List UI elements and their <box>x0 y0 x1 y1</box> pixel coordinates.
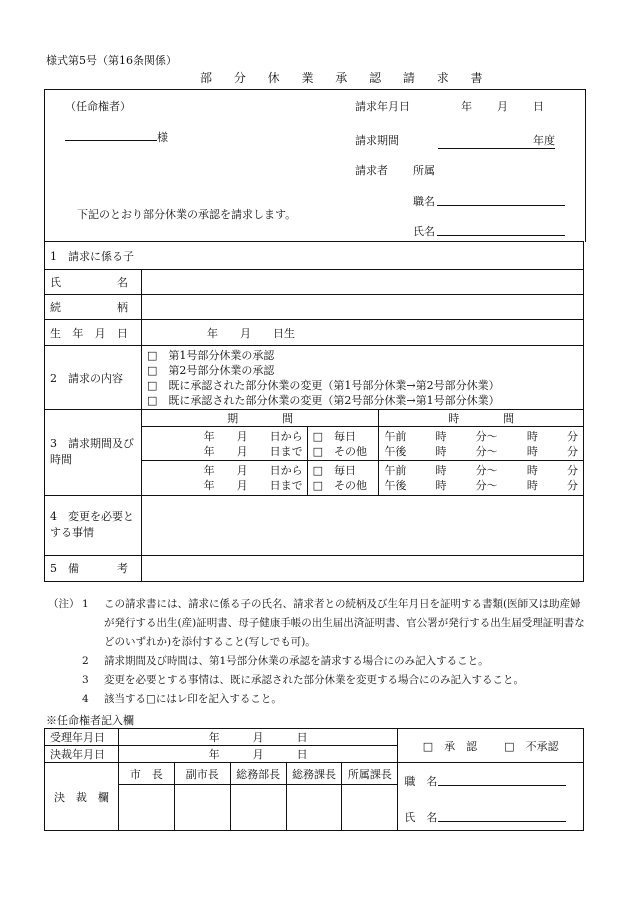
approver-position-label: 職 名 <box>404 775 438 788</box>
role-department-manager: 所属課長 <box>342 763 398 785</box>
position-field[interactable] <box>437 205 565 206</box>
option-type2[interactable]: □ 第2号部分休業の承認 <box>146 363 275 377</box>
role-mayor: 市 長 <box>118 763 174 785</box>
relationship-label: 続 柄 <box>45 295 142 320</box>
period-time-cell <box>141 410 583 496</box>
child-name-label: 氏 名 <box>45 270 142 295</box>
nendo-label: 年度 <box>533 134 555 147</box>
notes: （注） 1 この請求書には、請求に係る子の氏名、請求者との続柄及び生年月日を証明する書類(医師又は助産婦が発行する出生(産)証明書、母子健康手帳の出生届出済証明書、官公署が発行する出生届受理証明書などのいずれか)を添付すること(写しでも可)。 2 請求期間及び時間は、第1号部分休業の承認を請求する場合にのみ記入すること。 3 変更を必要とする事情は、既に承認された部分休業を変更する場合にのみ記入すること。 4 該当する□にはレ印を記入すること。 <box>48 595 588 709</box>
note-3: 変更を必要とする事情は、既に承認された部分休業を変更する場合にのみ記入すること。 <box>104 674 524 686</box>
period-row2[interactable]: 年 月 日から 年 月 日まで <box>142 461 307 495</box>
change-reason-field[interactable] <box>141 495 583 555</box>
request-content-label: 2 請求の内容 <box>45 346 142 410</box>
seal-mayor[interactable] <box>118 785 174 831</box>
notes-label: （注） <box>48 598 80 610</box>
sama-label: 様 <box>157 131 168 144</box>
remarks-field[interactable] <box>141 555 583 581</box>
period-row1[interactable]: 年 月 日から 年 月 日まで <box>142 427 307 461</box>
option-type1[interactable]: □ 第1号部分休業の承認 <box>146 348 275 362</box>
note-2: 請求期間及び時間は、第1号部分休業の承認を請求する場合にのみ記入すること。 <box>104 655 489 667</box>
form-number: 様式第5号（第16条関係） <box>46 54 177 67</box>
main-table <box>44 241 584 582</box>
time-row1[interactable]: 午前 時 分～ 時 分 午後 時 分～ 時 分 <box>379 427 583 461</box>
child-name-field[interactable] <box>141 270 583 295</box>
decision-column-label: 決 裁 欄 <box>45 763 119 831</box>
request-day: 日 <box>533 100 544 113</box>
role-deputy-mayor: 副市長 <box>174 763 230 785</box>
affiliation-label: 所属 <box>413 164 435 177</box>
dob-field[interactable]: 年 月 日生 <box>141 320 583 346</box>
decided-date-label: 決裁年月日 <box>45 746 119 763</box>
relationship-field[interactable] <box>141 295 583 320</box>
name-field[interactable] <box>437 235 565 236</box>
appointer-table <box>44 728 584 831</box>
period-time-grid <box>142 410 583 495</box>
seal-general-affairs-director[interactable] <box>230 785 286 831</box>
position-label: 職名 <box>413 195 435 208</box>
seal-department-manager[interactable] <box>342 785 398 831</box>
request-month: 月 <box>497 100 508 113</box>
appointer-label: （任命権者） <box>65 100 131 113</box>
seal-general-affairs-manager[interactable] <box>286 785 342 831</box>
change-reason-label: 4 変更を必要とする事情 <box>45 495 142 555</box>
note-4: 該当する□にはレ印を記入すること。 <box>104 693 282 705</box>
disapprove-checkbox[interactable]: □ 不承認 <box>504 739 559 753</box>
page-title: 部 分 休 業 承 認 請 求 書 <box>200 71 492 85</box>
request-content-options <box>141 346 583 410</box>
role-general-affairs-director: 総務部長 <box>230 763 286 785</box>
name-label: 氏名 <box>413 225 435 238</box>
dob-label: 生 年 月 日 <box>45 320 142 346</box>
time-header: 時 間 <box>379 410 583 427</box>
remarks-label: 5 備 考 <box>45 555 142 581</box>
received-date-label: 受理年月日 <box>45 729 119 746</box>
time-row2[interactable]: 午前 時 分～ 時 分 午後 時 分～ 時 分 <box>384 463 578 492</box>
approver-position-field[interactable] <box>438 785 566 786</box>
note-1: この請求書には、請求に係る子の氏名、請求者との続柄及び生年月日を証明する書類(医師又は助産婦が発行する出生(産)証明書、母子健康手帳の出生届出済証明書、官公署が発行する出生届受理証明書などのいずれか)を添付すること(写しでも可)。 <box>104 598 585 648</box>
seal-deputy-mayor[interactable] <box>174 785 230 831</box>
approver-name-label: 氏 名 <box>404 811 438 824</box>
requester-label: 請求者 <box>355 164 388 177</box>
received-date-field[interactable]: 年 月 日 <box>118 729 397 746</box>
approver-name-field[interactable] <box>438 821 566 822</box>
decision-status <box>398 729 584 763</box>
role-general-affairs-manager: 総務課長 <box>286 763 342 785</box>
frequency-row2[interactable]: □ 毎日 □ その他 <box>307 461 379 495</box>
request-period-label: 請求期間 <box>355 134 399 147</box>
option-change-2to1[interactable]: □ 既に承認された部分休業の変更（第2号部分休業→第1号部分休業） <box>146 393 500 407</box>
approver-info <box>398 763 584 831</box>
request-period-field[interactable] <box>438 132 555 149</box>
decided-date-field[interactable]: 年 月 日 <box>118 746 397 763</box>
frequency-row1[interactable]: □ 毎日 □ その他 <box>307 427 379 461</box>
appointer-name-line[interactable] <box>65 128 168 145</box>
period-time-label: 3 請求期間及び時間 <box>45 410 142 496</box>
request-statement: 下記のとおり部分休業の承認を請求します。 <box>77 208 297 221</box>
request-year: 年 <box>461 100 472 113</box>
option-change-1to2[interactable]: □ 既に承認された部分休業の変更（第1号部分休業→第2号部分休業） <box>146 378 500 392</box>
approve-checkbox[interactable]: □ 承 認 <box>422 739 478 753</box>
section1-heading: 1 請求に係る子 <box>45 242 584 270</box>
top-info-box <box>44 89 586 242</box>
period-header: 期 間 <box>142 410 379 427</box>
request-date-label: 請求年月日 <box>355 100 410 113</box>
appointer-section-heading: ※任命権者記入欄 <box>46 714 134 727</box>
